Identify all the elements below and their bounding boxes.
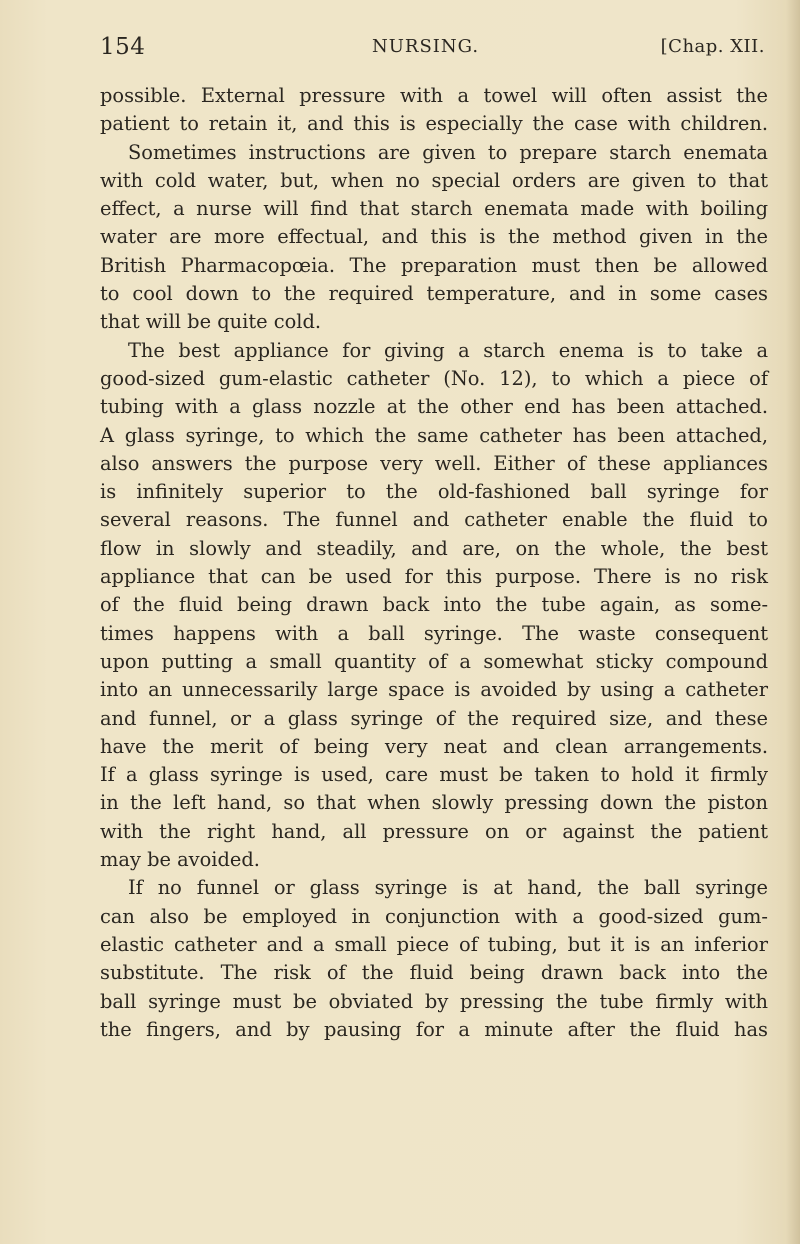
text-line: upon putting a small quantity of a somewhat sticky compound	[100, 649, 768, 673]
running-head	[100, 34, 765, 70]
text-line: possible. External pressure with a towel will often assist the	[100, 84, 768, 107]
text-line: British Pharmacopœia. The preparation must then be allowed	[100, 253, 768, 277]
text-line: The best appliance for giving a starch enema is to take a	[128, 338, 768, 362]
text-line: effect, a nurse will find that starch enemata made with boiling	[100, 197, 768, 221]
text-line: patient to retain it, and this is especially the case with children.	[100, 112, 768, 136]
text-line: with cold water, but, when no special orders are given to that	[100, 168, 768, 192]
page-number: 154	[100, 34, 146, 60]
text-line: and funnel, or a glass syringe of the required size, and these	[100, 706, 768, 730]
text-line: with the right hand, all pressure on or against the patient	[100, 819, 768, 843]
text-line: to cool down to the required temperature, and in some cases	[100, 282, 768, 306]
text-line: can also be employed in conjunction with a good-sized gum-	[100, 904, 768, 928]
chapter-reference: [Chap. XII.	[660, 36, 765, 57]
text-line: in the left hand, so that when slowly pressing down the piston	[100, 791, 768, 815]
text-line: several reasons. The funnel and catheter enable the fluid to	[100, 508, 768, 532]
text-line: have the merit of being very neat and clean arrangements.	[100, 734, 768, 758]
text-line: If a glass syringe is used, care must be taken to hold it firmly	[100, 763, 768, 787]
page-edge-shadow	[786, 0, 800, 1244]
text-line: is infinitely superior to the old-fashioned ball syringe for	[100, 480, 768, 504]
text-line: times happens with a ball syringe. The waste consequent	[100, 621, 768, 645]
text-line: ball syringe must be obviated by pressing the tube firmly with	[100, 989, 768, 1013]
text-line: substitute. The risk of the fluid being drawn back into the	[100, 961, 768, 985]
text-line: tubing with a glass nozzle at the other end has been attached.	[100, 395, 768, 419]
text-line: good-sized gum-elastic catheter (No. 12), to which a piece of	[100, 366, 768, 390]
text-line: If no funnel or glass syringe is at hand, the ball syringe	[128, 876, 768, 900]
text-line: Sometimes instructions are given to prepare starch enemata	[128, 140, 768, 164]
text-line: into an unnecessarily large space is avoided by using a catheter	[100, 678, 768, 702]
text-line: also answers the purpose very well. Either of these appliances	[100, 451, 768, 475]
text-line: water are more effectual, and this is the method given in the	[100, 225, 768, 249]
text-line: of the fluid being drawn back into the tube again, as some-	[100, 593, 768, 617]
text-line: may be avoided.	[100, 848, 260, 872]
text-line: that will be quite cold.	[100, 310, 322, 334]
text-line: A glass syringe, to which the same catheter has been attached,	[100, 423, 768, 447]
text-line: the fingers, and by pausing for a minute after the fluid has	[100, 1017, 768, 1041]
text-line: elastic catheter and a small piece of tubing, but it is an inferior	[100, 932, 768, 956]
body-text	[100, 82, 768, 1044]
text-line: appliance that can be used for this purpose. There is no risk	[100, 565, 768, 589]
running-title: NURSING.	[372, 36, 480, 57]
text-line: flow in slowly and steadily, and are, on the whole, the best	[100, 536, 768, 560]
